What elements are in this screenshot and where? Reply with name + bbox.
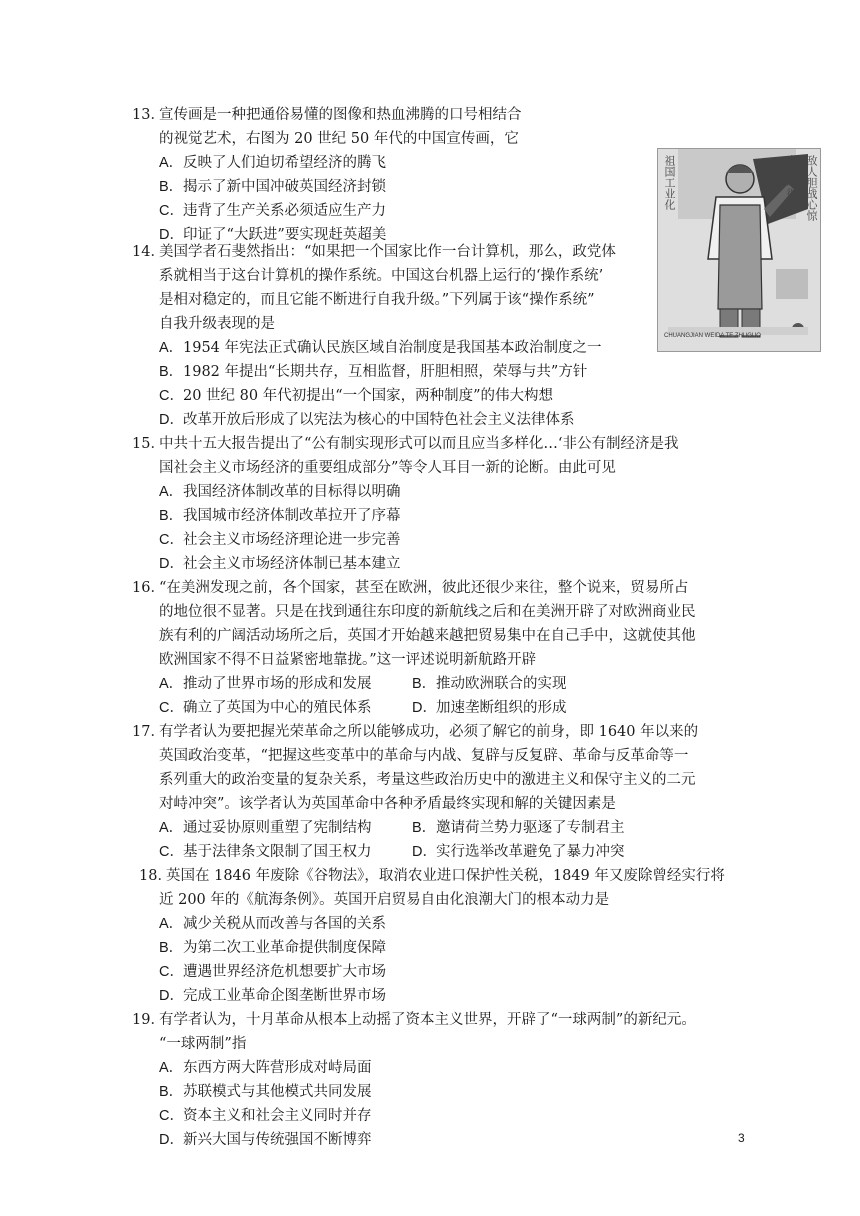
question-14-option-c	[159, 384, 553, 408]
question-19-option-c	[159, 1104, 372, 1128]
poster-caption: CHUANGJIAN WEIDA TE ZHUGUO	[664, 333, 761, 339]
option-letter: C．	[159, 532, 184, 548]
question-16-option-c	[159, 696, 372, 720]
option-letter: C．	[159, 388, 184, 404]
option-text: 我国城市经济体制改革拉开了序幕	[183, 508, 401, 524]
question-14-option-d	[159, 408, 575, 432]
option-letter: B．	[412, 820, 437, 836]
option-letter: C．	[159, 844, 184, 860]
question-16-stem-line-3: 族有利的广阔活动场所之后，英国才开始越来越把贸易集中在自己手中，这就使其他	[159, 628, 696, 644]
question-18-stem-line-2: 近 200 年的《航海条例》。英国开启贸易自由化浪潮大门的根本动力是	[159, 892, 610, 908]
option-letter: C．	[159, 700, 184, 716]
option-text: 资本主义和社会主义同时并存	[183, 1108, 372, 1124]
question-17-option-a	[159, 816, 372, 840]
question-16-option-a	[159, 672, 372, 696]
question-15-option-d	[159, 552, 401, 576]
option-letter: C．	[159, 964, 184, 980]
option-letter: A．	[159, 1060, 184, 1076]
question-13-number: 13．	[132, 107, 165, 123]
poster-slogan-left: 祖国工业化	[663, 155, 676, 210]
option-text: 推动欧洲联合的实现	[436, 676, 567, 692]
poster-slogan-right: 敌人胆战心惊	[805, 155, 818, 221]
option-text: 社会主义市场经济体制已基本建立	[183, 556, 401, 572]
option-text: 揭示了新中国冲破英国经济封锁	[183, 179, 386, 195]
option-text: 实行选举改革避免了暴力冲突	[436, 844, 625, 860]
question-17-option-b	[412, 816, 625, 840]
question-16-option-b	[412, 672, 567, 696]
question-13-option-c	[159, 199, 386, 223]
option-text: 基于法律条文限制了国王权力	[183, 844, 372, 860]
option-letter: A．	[159, 155, 184, 171]
question-18-option-d	[159, 984, 386, 1008]
question-14-stem-line-3: 是相对稳定的，而且它能不断进行自我升级。”下列属于该“操作系统”	[159, 292, 595, 308]
option-text: 改革开放后形成了以宪法为核心的中国特色社会主义法律体系	[183, 412, 575, 428]
question-14-number: 14．	[132, 244, 165, 260]
question-14-stem-line-1: 美国学者石斐然指出：“如果把一个国家比作一台计算机，那么，政党体	[159, 244, 616, 260]
question-19-number: 19．	[132, 1012, 165, 1028]
question-19-option-b	[159, 1080, 372, 1104]
option-text: 确立了英国为中心的殖民体系	[183, 700, 372, 716]
option-letter: D．	[412, 700, 437, 716]
question-13-option-b	[159, 175, 386, 199]
option-text: 我国经济体制改革的目标得以明确	[183, 484, 401, 500]
option-text: 推动了世界市场的形成和发展	[183, 676, 372, 692]
question-19-option-d	[159, 1128, 372, 1152]
option-letter: A．	[159, 484, 184, 500]
question-17-stem-line-2: 英国政治变革，“把握这些变革中的革命与内战、复辟与反复辟、革命与反革命等一	[159, 748, 689, 764]
option-text: 违背了生产关系必须适应生产力	[183, 203, 386, 219]
question-16-stem-line-2: 的地位很不显著。只是在找到通往东印度的新航线之后和在美洲开辟了对欧洲商业民	[159, 604, 696, 620]
option-letter: A．	[159, 820, 184, 836]
option-letter: D．	[159, 556, 184, 572]
option-letter: C．	[159, 1108, 184, 1124]
page-number: 3	[738, 1131, 745, 1145]
option-letter: A．	[159, 676, 184, 692]
question-17-option-c	[159, 840, 372, 864]
question-18-stem-line-1: 英国在 1846 年废除《谷物法》，取消农业进口保护性关税，1849 年又废除曾经实行将	[166, 868, 725, 884]
question-19-stem-line-1: 有学者认为，十月革命从根本上动摇了资本主义世界，开辟了“一球两制”的新纪元。	[159, 1012, 696, 1028]
option-text: 为第二次工业革命提供制度保障	[183, 940, 386, 956]
option-text: 东西方两大阵营形成对峙局面	[183, 1060, 372, 1076]
question-17-option-d	[412, 840, 625, 864]
option-letter: B．	[159, 179, 184, 195]
question-16-stem-line-4: 欧洲国家不得不日益紧密地靠拢。”这一评述说明新航路开辟	[159, 652, 537, 668]
question-17-stem-line-1: 有学者认为要把握光荣革命之所以能够成功，必须了解它的前身，即 1640 年以来的	[159, 724, 699, 740]
question-15-option-c	[159, 528, 401, 552]
question-19-stem-line-2: “一球两制”指	[159, 1036, 247, 1052]
question-15-option-a	[159, 480, 401, 504]
option-text: 反映了人们迫切希望经济的腾飞	[183, 155, 386, 171]
option-letter: A．	[159, 340, 184, 356]
option-text: 减少关税从而改善与各国的关系	[183, 916, 386, 932]
question-18-option-a	[159, 912, 386, 936]
question-13-stem-line-1: 宣传画是一种把通俗易懂的图像和热血沸腾的口号相结合	[159, 107, 522, 123]
option-letter: D．	[159, 412, 184, 428]
option-letter: B．	[159, 508, 184, 524]
option-letter: C．	[159, 203, 184, 219]
question-18-number: 18．	[139, 868, 172, 884]
option-letter: B．	[159, 940, 184, 956]
question-15-option-b	[159, 504, 401, 528]
option-letter: D．	[412, 844, 437, 860]
question-15-number: 15．	[132, 436, 165, 452]
question-14-option-b	[159, 360, 587, 384]
option-text: 1954 年宪法正式确认民族区域自治制度是我国基本政治制度之一	[183, 340, 602, 356]
option-text: 印证了“大跃进”要实现赶英超美	[183, 227, 387, 243]
question-19-option-a	[159, 1056, 372, 1080]
question-18-option-b	[159, 936, 386, 960]
question-18-option-c	[159, 960, 386, 984]
option-letter: B．	[412, 676, 437, 692]
question-16-stem-line-1: “在美洲发现之前，各个国家，甚至在欧洲，彼此还很少来往，整个说来，贸易所占	[159, 580, 689, 596]
option-text: 通过妥协原则重塑了宪制结构	[183, 820, 372, 836]
question-16-option-d	[412, 696, 567, 720]
propaganda-poster-image	[657, 148, 821, 352]
question-13-stem-line-2: 的视觉艺术，右图为 20 世纪 50 年代的中国宣传画，它	[159, 131, 519, 147]
option-text: 遭遇世界经济危机想要扩大市场	[183, 964, 386, 980]
option-text: 苏联模式与其他模式共同发展	[183, 1084, 372, 1100]
question-14-option-a	[159, 336, 602, 360]
question-17-stem-line-3: 系列重大的政治变量的复杂关系，考量这些政治历史中的激进主义和保守主义的二元	[159, 772, 696, 788]
question-14-stem-line-2: 系就相当于这台计算机的操作系统。中国这台机器上运行的‘操作系统’	[159, 268, 604, 284]
option-text: 社会主义市场经济理论进一步完善	[183, 532, 401, 548]
option-text: 加速垄断组织的形成	[436, 700, 567, 716]
question-13-option-a	[159, 151, 386, 175]
option-text: 1982 年提出“长期共存，互相监督，肝胆相照，荣辱与共”方针	[183, 364, 588, 380]
question-16-number: 16．	[132, 580, 165, 596]
option-letter: D．	[159, 1132, 184, 1148]
option-text: 邀请荷兰势力驱逐了专制君主	[436, 820, 625, 836]
option-text: 新兴大国与传统强国不断博弈	[183, 1132, 372, 1148]
question-15-stem-line-2: 国社会主义市场经济的重要组成部分”等令人耳目一新的论断。由此可见	[159, 460, 616, 476]
option-letter: A．	[159, 916, 184, 932]
option-text: 完成工业革命企图垄断世界市场	[183, 988, 386, 1004]
option-text: 20 世纪 80 年代初提出“一个国家，两种制度”的伟大构想	[183, 388, 554, 404]
option-letter: D．	[159, 227, 184, 243]
option-letter: B．	[159, 364, 184, 380]
question-17-number: 17．	[132, 724, 165, 740]
question-17-stem-line-4: 对峙冲突”。该学者认为英国革命中各种矛盾最终实现和解的关键因素是	[159, 796, 616, 812]
question-14-stem-line-4: 自我升级表现的是	[159, 316, 275, 332]
question-15-stem-line-1: 中共十五大报告提出了“公有制实现形式可以而且应当多样化…‘非公有制经济是我	[159, 436, 679, 452]
option-letter: D．	[159, 988, 184, 1004]
option-letter: B．	[159, 1084, 184, 1100]
poster-slogan-middle: 发展吓得	[785, 155, 798, 199]
